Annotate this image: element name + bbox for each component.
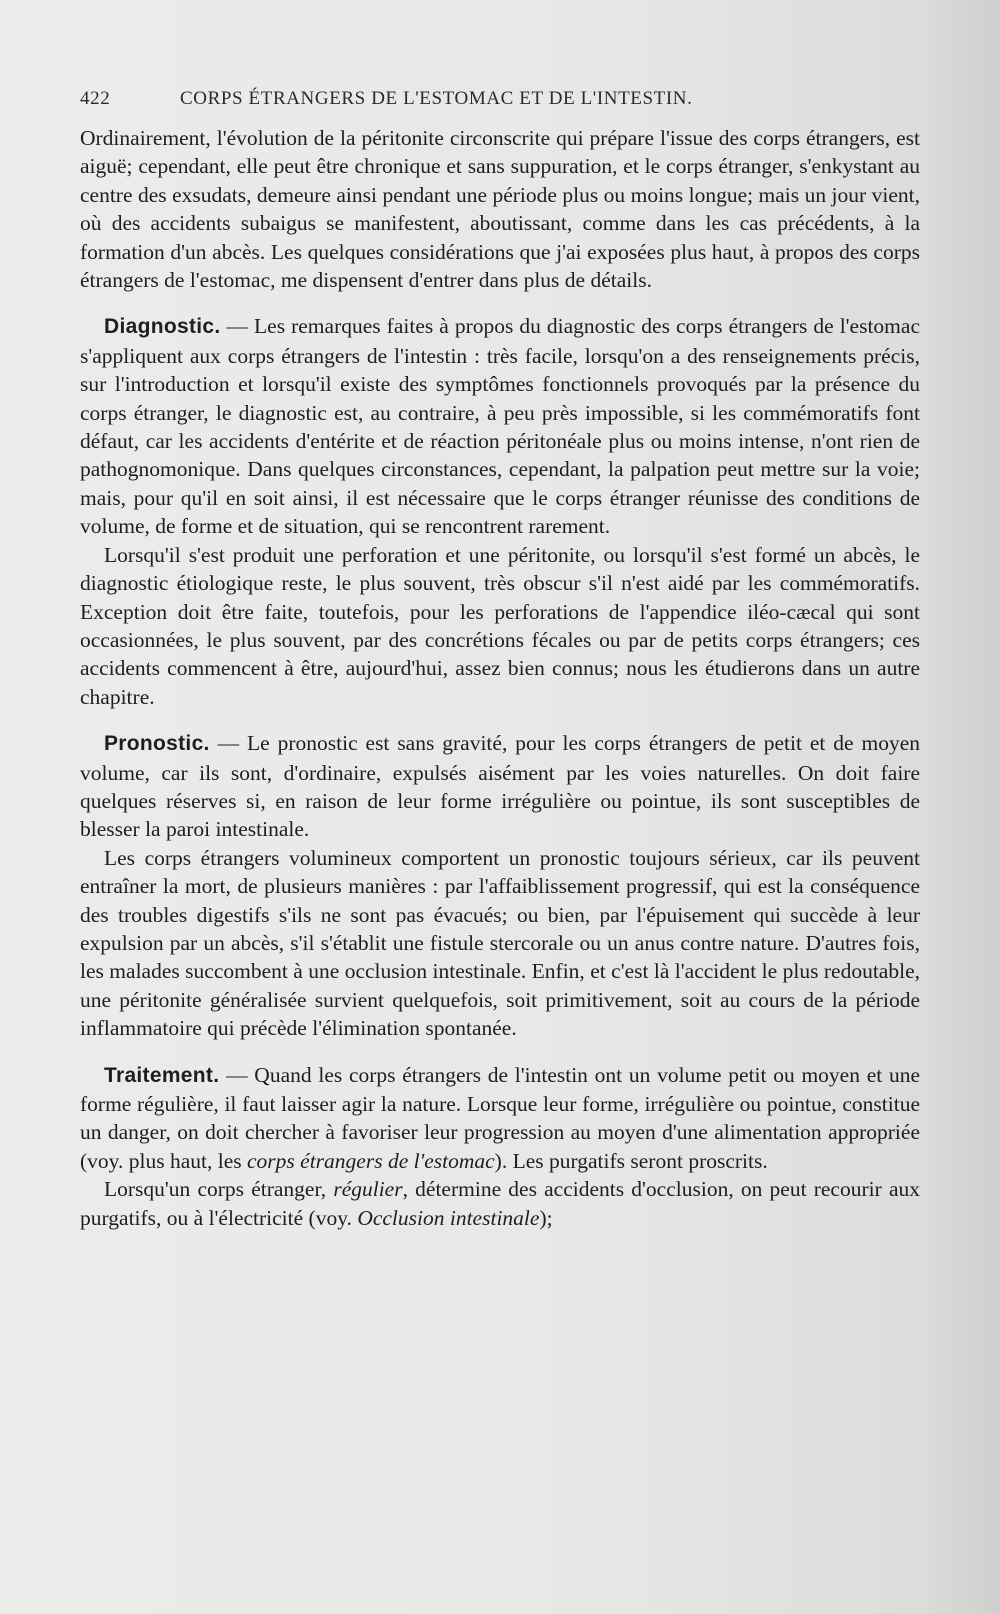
- section-title-pronostic: Pronostic.: [104, 732, 210, 756]
- paragraph-evolution-text: Ordinairement, l'évolution de la péritonite circonscrite qui prépare l'issue des corps étrangers, est aiguë; cependant, elle peut être chronique et sans suppuration, et le corps étranger, s'enkystant au centre des exsudats, demeure ainsi pendant une période plus ou moins longue; mais un jour vient, où des accidents subaigus se manifestent, aboutissant, comme dans les cas précédents, à la formation d'un abcès. Les quelques considérations que j'ai exposées plus haut, à propos des corps étrangers de l'estomac, me dispensent d'entrer dans plus de détails.: [80, 126, 920, 293]
- page-number: 422: [80, 88, 111, 109]
- running-header: [80, 88, 800, 110]
- section-pronostic-text: — Le pronostic est sans gravité, pour les corps étrangers de petit et de moyen volume, car ils sont, d'ordinaire, expulsés aisément par les voies naturelles. On doit faire quelques réserves si, en raison de leur forme irrégulière ou pointue, ils sont susceptibles de blesser la paroi intestinale.: [80, 731, 920, 842]
- running-title: CORPS ÉTRANGERS DE L'ESTOMAC ET DE L'INTESTIN.: [180, 88, 693, 109]
- section-traitement-text-a: — Quand les corps étrangers de l'intestin ont un volume petit ou moyen et une forme régulière, il faut laisser agir la nature. Lorsque leur forme, irrégulière ou pointue, constitue un danger, on doit chercher à favoriser leur progression au moyen d'une alimentation appropriée (voy. plus haut, les: [80, 1062, 920, 1173]
- section-traitement: [80, 1061, 920, 1176]
- section-diagnostic: [80, 312, 920, 540]
- paragraph-regulier-text-c: );: [539, 1205, 553, 1230]
- paragraph-volumineux: [80, 844, 920, 1043]
- italic-reference-estomac: corps étrangers de l'estomac: [247, 1148, 495, 1173]
- paragraph-perforation: [80, 541, 920, 711]
- section-title-traitement: Traitement.: [104, 1063, 220, 1087]
- paragraph-perforation-text: Lorsqu'il s'est produit une perforation et une péritonite, ou lorsqu'il s'est formé un abcès, le diagnostic étiologique reste, le plus souvent, très obscur s'il n'est aidé par les commémoratifs. Exception doit être faite, toutefois, pour les perforations de l'appendice iléo-cæcal qui sont occasionnées, le plus souvent, par des concrétions fécales ou par de petits corps étrangers; ces accidents commencent à être, aujourd'hui, assez bien connus; nous les étudierons dans un autre chapitre.: [80, 542, 920, 709]
- paragraph-evolution: [80, 124, 920, 294]
- italic-reference-occlusion: Occlusion intestinale: [357, 1205, 540, 1230]
- section-pronostic: [80, 729, 920, 844]
- paragraph-regulier-text-b: , détermine des accidents d'occlusion, on peut recourir aux purgatifs, ou à l'électricité (voy.: [80, 1177, 920, 1230]
- paragraph-regulier: [80, 1175, 920, 1232]
- paragraph-volumineux-text: Les corps étrangers volumineux comportent un pronostic toujours sérieux, car ils peuvent entraîner la mort, de plusieurs manières : par l'affaiblissement progressif, qui est la conséquence des troubles digestifs s'ils ne sont pas évacués; ou bien, par l'épuisement qui succède à leur expulsion par un abcès, s'il s'établit une fistule stercorale ou un anus contre nature. D'autres fois, les malades succombent à une occlusion intestinale. Enfin, et c'est là l'accident le plus redoutable, une péritonite généralisée survient quelquefois, soit primitivement, soit au cours de la période inflammatoire qui précède l'élimination spontanée.: [80, 845, 920, 1041]
- section-traitement-text-b: ). Les purgatifs seront proscrits.: [494, 1148, 768, 1173]
- section-title-diagnostic: Diagnostic.: [104, 315, 221, 339]
- page-body: [80, 124, 920, 1232]
- section-diagnostic-text: — Les remarques faites à propos du diagnostic des corps étrangers de l'estomac s'appliquent aux corps étrangers de l'intestin : très facile, lorsqu'on a des renseignements précis, sur l'introduction et lorsqu'il existe des symptômes fonctionnels provoqués par la présence du corps étranger, le diagnostic est, au contraire, à peu près impossible, si les commémoratifs font défaut, car les accidents d'entérite et de réaction péritonéale plus ou moins intense, n'ont rien de pathognomonique. Dans quelques circonstances, cependant, la palpation peut mettre sur la voie; mais, pour qu'il en soit ainsi, il est nécessaire que le corps étranger réunisse des conditions de volume, de forme et de situation, qui se rencontrent rarement.: [80, 314, 920, 539]
- paragraph-regulier-text-a: Lorsqu'un corps étranger,: [104, 1177, 334, 1202]
- italic-regulier: régulier: [333, 1177, 403, 1202]
